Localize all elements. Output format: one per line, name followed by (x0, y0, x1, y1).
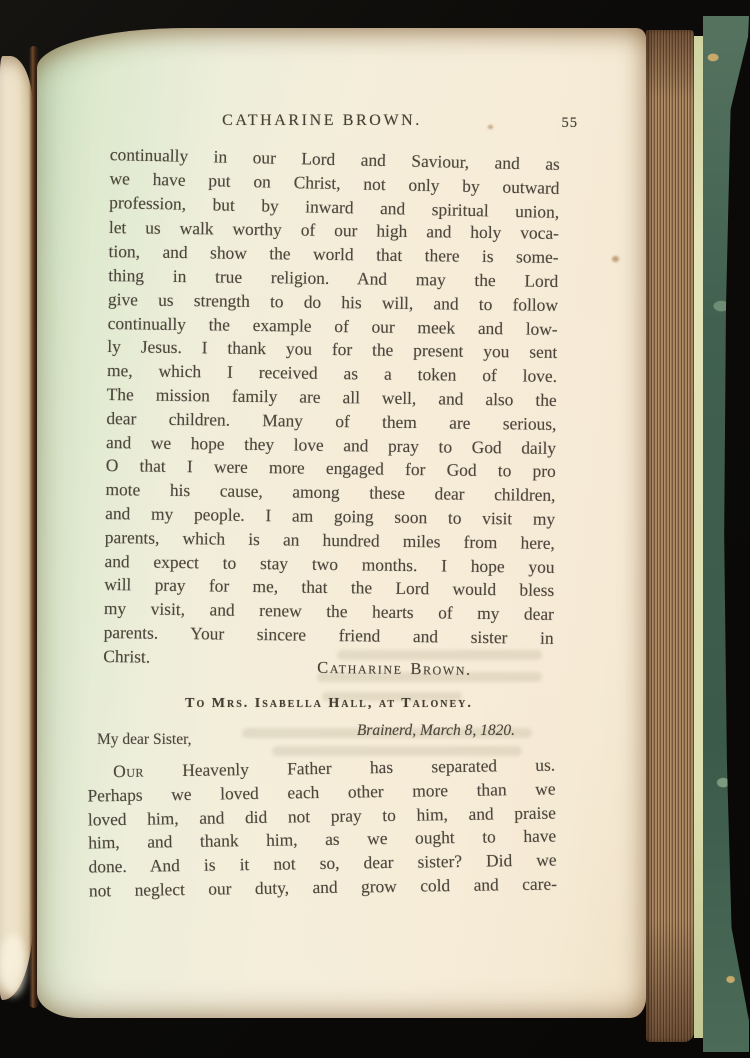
text-line: me, which I received as a token of love. (106, 360, 558, 387)
text-line: we have put on Christ, not only by outward (109, 167, 560, 198)
text-line: profession, but by inward and spiritual union, (109, 191, 560, 222)
text-line: not neglect our duty, and grow cold and care- (88, 873, 558, 901)
show-through-ghost (317, 672, 543, 682)
text-line: O that I were more engaged for God to pro (105, 455, 556, 482)
page-title: CATHARINE BROWN. (222, 112, 422, 129)
closing-word: Christ. (103, 645, 151, 667)
signature: Catharine Brown. (317, 657, 472, 679)
book-page (37, 28, 646, 1018)
paper-stain (612, 256, 619, 262)
text-line: will pray for me, that the Lord would bless (104, 574, 555, 601)
text-line: tion, and show the world that there is some- (108, 241, 559, 268)
page-curl-highlight (0, 934, 26, 996)
paper-stain (488, 125, 493, 129)
text-line: mote his cause, among these dear children, (105, 479, 556, 506)
letter-paragraph (87, 754, 557, 904)
text-line: let us walk worthy of our high and holy voca- (108, 217, 560, 244)
show-through-ghost (337, 650, 543, 660)
text-line: The mission family are all well, and also the (106, 384, 557, 410)
text-line: and my people. I am going soon to visit my (105, 502, 556, 529)
text-line: and expect to stay two months. I hope you (104, 550, 555, 577)
letter-salutation: My dear Sister, (97, 731, 192, 748)
text-line: continually in our Lord and Saviour, and as (109, 144, 561, 174)
text-line: continually the example of our meek and low- (107, 312, 558, 339)
text-line: parents, which is an hundred miles from here, (104, 526, 555, 553)
text-line: loved him, and did not pray to him, and praise (87, 802, 556, 830)
letter-opening-word: Our (113, 760, 145, 782)
text-line: my visit, and renew the hearts of my dear (103, 598, 555, 625)
letter-section (87, 696, 561, 901)
page-number: 55 (561, 115, 578, 131)
marbled-cover-edge (703, 16, 749, 1052)
text-line: done. And is it not so, dear sister? Did we (88, 849, 557, 877)
text-line: him, and thank him, as we ought to have (88, 825, 557, 853)
endpaper-edge (694, 36, 703, 1038)
memoir-paragraph (103, 144, 561, 679)
text-line: dear children. Many of them are serious, (106, 407, 557, 434)
letter-dateline: Brainerd, March 8, 1820. (356, 722, 515, 739)
text-line: thing in true religion. And may the Lord (108, 265, 559, 291)
letter-heading: To Mrs. Isabella Hall, at Taloney. (185, 696, 473, 711)
text-line: give us strength to do his will, and to follow (107, 288, 559, 315)
text-line: and we hope they love and pray to God daily (106, 431, 557, 458)
text-line: Perhaps we loved each other more than we (87, 778, 556, 806)
text-line: parents. Your sincere friend and sister in (103, 621, 554, 648)
letter-opening-rest: Heavenly Father has separated us. (182, 754, 556, 781)
page-fore-edge-stack (646, 30, 694, 1042)
text-line: ly Jesus. I thank you for the present you sent (107, 336, 558, 363)
